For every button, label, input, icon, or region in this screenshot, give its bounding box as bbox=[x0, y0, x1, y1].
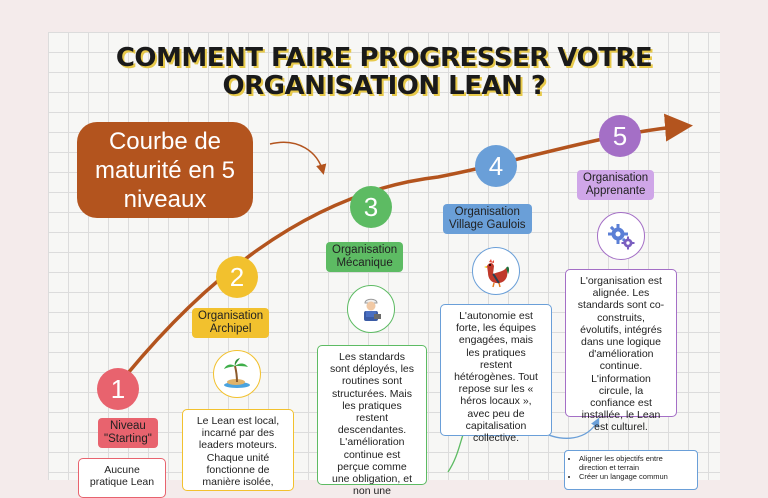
level-3-text-line-4: structurées. Mais bbox=[332, 387, 412, 400]
level-3-text-line-1: Les standards bbox=[339, 351, 405, 363]
level-1-description bbox=[78, 458, 166, 498]
callout-line-1: Courbe de bbox=[108, 127, 222, 155]
level-3-text-line-10: perçue comme bbox=[337, 460, 407, 473]
title-line-1: COMMENT FAIRE PROGRESSER VOTRE bbox=[115, 43, 653, 73]
level-4-text-line-1: L'autonomie est bbox=[459, 310, 533, 322]
callout-line-3: niveaux bbox=[123, 185, 207, 213]
level-4-text-line-11: collective. bbox=[472, 432, 520, 445]
level-2-text-line-6: manière isolée, bbox=[202, 476, 274, 489]
level-2-text-line-2: incarné par des bbox=[201, 427, 275, 440]
bullet-item-1: • Aligner les objectifs entre direction et terrain bbox=[579, 454, 693, 472]
level-5-text-line-10: circule, la bbox=[598, 384, 644, 397]
level-5-number: 5 bbox=[599, 115, 641, 157]
level-1-label-line-1: Niveau bbox=[109, 420, 146, 432]
level-2-text-line-3: leaders moteurs. bbox=[198, 439, 278, 452]
gears-icon bbox=[597, 212, 645, 260]
level-3-text-line-6: restent bbox=[355, 412, 389, 425]
level-2-text-line-1: Le Lean est local, bbox=[196, 415, 280, 427]
level-4-label bbox=[443, 204, 532, 234]
level-4-label-line-2: Village Gaulois bbox=[449, 219, 526, 231]
level-4-text-line-8: héros locaux », bbox=[460, 395, 532, 408]
callout-line-2: maturité en 5 bbox=[94, 156, 236, 184]
level-5-text-line-1: L'organisation est bbox=[580, 275, 662, 287]
level-3-text-line-9: continue est bbox=[343, 448, 401, 461]
level-3-text-line-2: sont déployés, les bbox=[329, 363, 415, 376]
level-3-text-line-7: descendantes. bbox=[337, 424, 407, 437]
worker-icon bbox=[347, 285, 395, 333]
level-2-description bbox=[182, 409, 294, 491]
action-bullets bbox=[564, 450, 698, 490]
bullet-item-2: • Créer un langage commun bbox=[579, 472, 693, 481]
level-5-text-line-12: installée, le Lean bbox=[581, 409, 661, 422]
level-4-text-line-7: repose sur les « bbox=[458, 383, 534, 396]
level-3-text-line-12: non une bbox=[353, 485, 391, 498]
callout-arrow bbox=[270, 142, 323, 172]
level-3-text-line-5: les pratiques bbox=[342, 399, 402, 412]
level-4-text-line-5: restent bbox=[479, 358, 513, 371]
level-3-label bbox=[326, 242, 403, 272]
level-4-text-line-4: les pratiques bbox=[466, 346, 526, 359]
level-3-description bbox=[317, 345, 427, 498]
level-4-text-line-3: engagées, mais bbox=[458, 334, 534, 347]
level-5-text-line-4: construits, bbox=[597, 311, 645, 324]
level-5-label bbox=[577, 170, 654, 200]
level-5-text-line-2: alignée. Les bbox=[592, 287, 650, 300]
level-5-text-line-6: dans une logique bbox=[581, 336, 661, 349]
level-3-label-line-2: Mécanique bbox=[336, 257, 393, 269]
level-5-text-line-9: L'information bbox=[591, 372, 651, 385]
level-3-text-line-3: routines sont bbox=[341, 375, 403, 388]
level-1-label bbox=[98, 418, 158, 448]
level-2-text-line-4: Chaque unité bbox=[206, 451, 270, 464]
level-5-label-line-1: Organisation bbox=[583, 172, 649, 184]
level-5-label-line-2: Apprenante bbox=[585, 185, 646, 197]
level-5-text-line-13: est culturel. bbox=[594, 421, 648, 434]
level-4-description bbox=[440, 304, 552, 445]
level-5-text-line-5: évolutifs, intégrés bbox=[580, 323, 662, 336]
level-2-label-line-1: Organisation bbox=[198, 310, 264, 322]
level-1-number: 1 bbox=[97, 368, 139, 410]
level-3-label-line-1: Organisation bbox=[332, 244, 398, 256]
level-5-text-line-7: d'amélioration bbox=[588, 348, 654, 361]
level-4-text-line-2: forte, les équipes bbox=[456, 322, 536, 335]
level-3-text-line-8: L'amélioration bbox=[339, 436, 405, 449]
level-1-text-line-2: pratique Lean bbox=[89, 476, 155, 489]
infographic-sheet bbox=[48, 32, 720, 498]
maturity-callout bbox=[77, 122, 253, 218]
level-4-number: 4 bbox=[475, 145, 517, 187]
level-3-number: 3 bbox=[350, 186, 392, 228]
title-line-2: ORGANISATION LEAN ? bbox=[222, 71, 546, 101]
level-2-label-line-2: Archipel bbox=[209, 323, 252, 335]
level-2-text-line-5: fonctionne de bbox=[206, 463, 270, 476]
level-4-text-line-10: capitalisation bbox=[465, 419, 527, 432]
level-5-description bbox=[565, 269, 677, 434]
level-4-text-line-9: avec peu de bbox=[467, 407, 525, 420]
level-4-text-line-6: hétérogènes. Tout bbox=[454, 371, 538, 384]
palm-island-icon bbox=[213, 350, 261, 398]
level-1-label-line-2: "Starting" bbox=[104, 433, 152, 445]
level-2-number: 2 bbox=[216, 256, 258, 298]
level-4-label-line-1: Organisation bbox=[454, 206, 520, 218]
rooster-icon bbox=[472, 247, 520, 295]
level-2-label bbox=[192, 308, 269, 338]
level-5-text-line-11: confiance est bbox=[590, 397, 652, 410]
level-5-text-line-8: continue. bbox=[599, 360, 643, 373]
level-5-text-line-3: standards sont co- bbox=[577, 299, 665, 312]
level-1-text-line-1: Aucune bbox=[104, 464, 140, 476]
level-3-text-line-11: une obligation, et bbox=[332, 473, 412, 486]
